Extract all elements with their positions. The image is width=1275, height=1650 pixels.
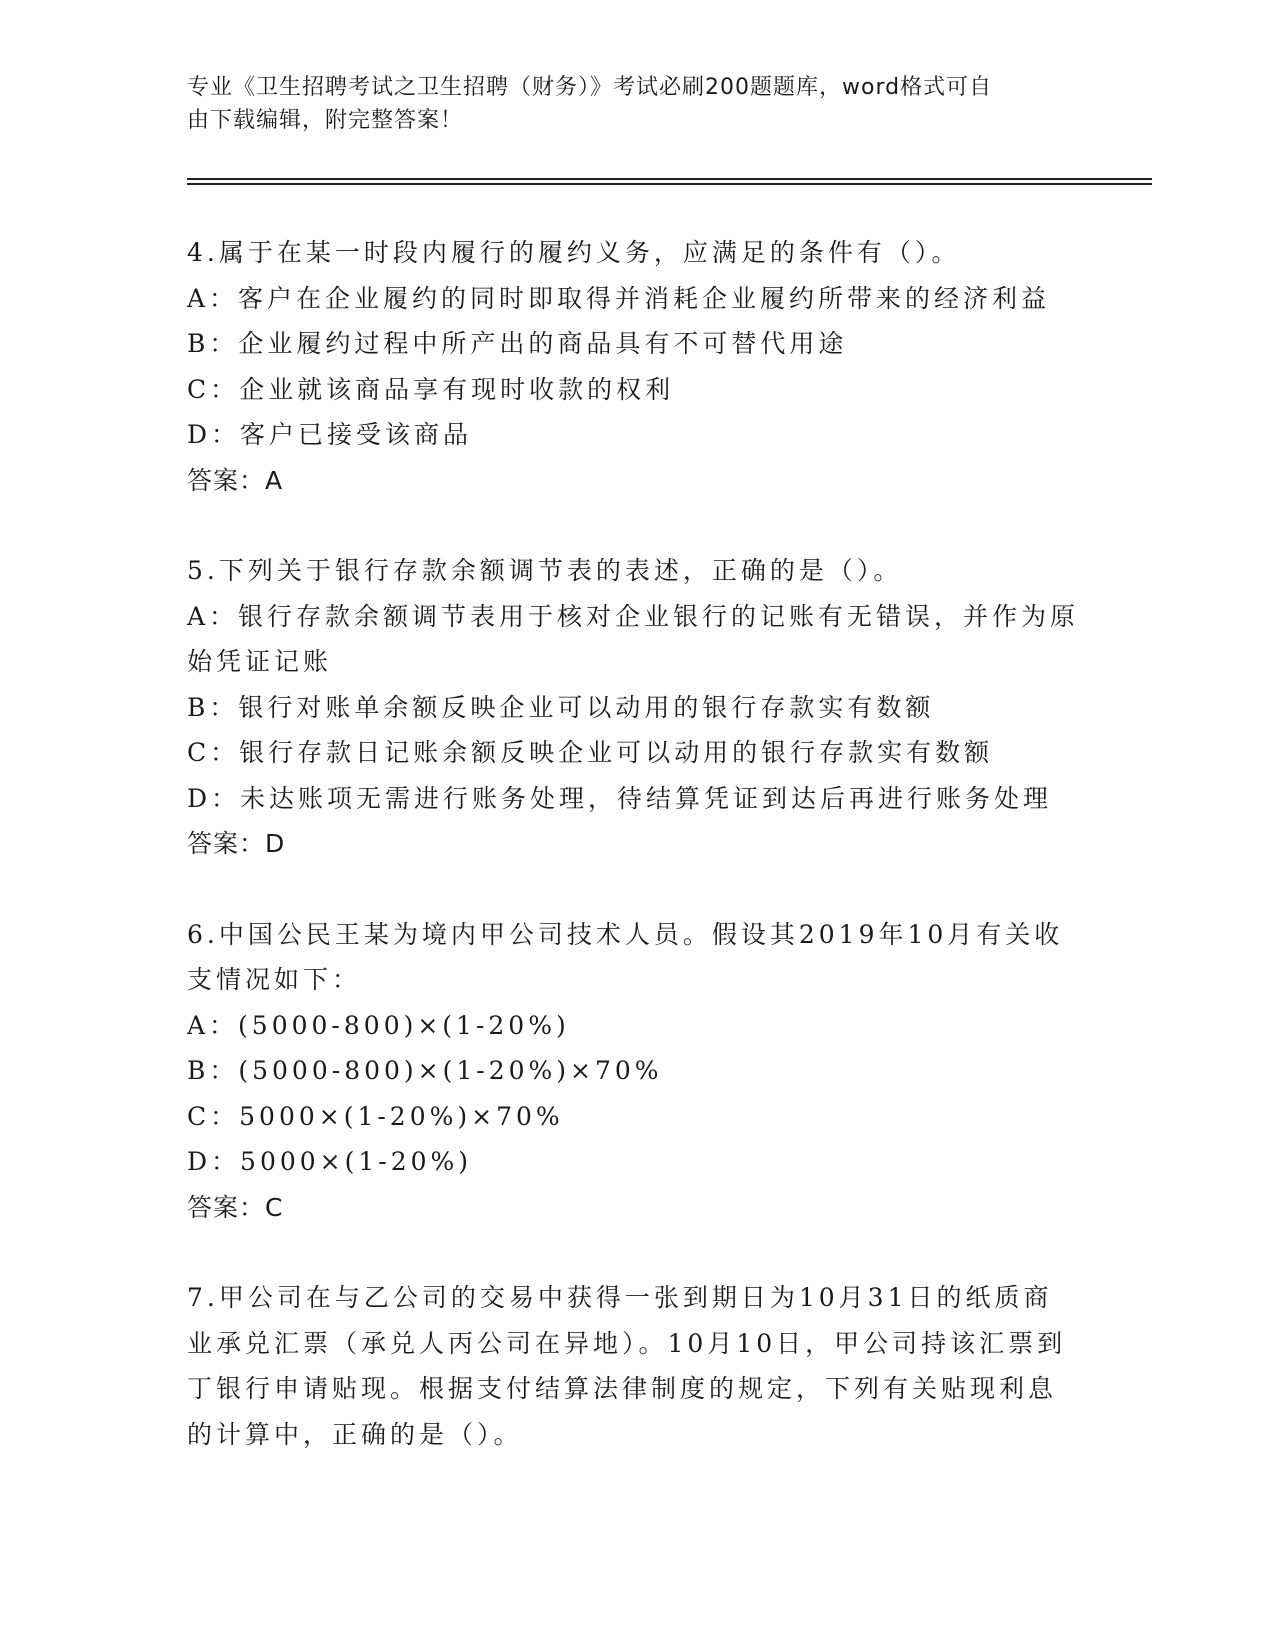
question-stem-line: 5.下列关于银行存款余额调节表的表述，正确的是（）。	[187, 556, 903, 585]
question-stem-line: 丁银行申请贴现。根据支付结算法律制度的规定，下列有关贴现利息	[187, 1374, 1058, 1403]
answer-option-line: D：未达账项无需进行账务处理，待结算凭证到达后再进行账务处理	[187, 783, 1053, 813]
answer-option-line: B：企业履约过程中所产出的商品具有不可替代用途	[187, 329, 848, 358]
answer-option-line: A：银行存款余额调节表用于核对企业银行的记账有无错误，并作为原	[187, 601, 1080, 631]
answer-key: 答案：D	[187, 829, 286, 858]
answer-option-line: A：客户在企业履约的同时即取得并消耗企业履约所带来的经济利益	[187, 283, 1051, 313]
answer-option-line: D：客户已接受该商品	[187, 420, 473, 449]
answer-option-line: C：5000×(1-20%)×70%	[187, 1101, 564, 1131]
question-stem-line: 7.甲公司在与乙公司的交易中获得一张到期日为10月31日的纸质商	[187, 1283, 1053, 1312]
header-line-2: 由下载编辑，附完整答案！	[187, 108, 464, 133]
question-block	[187, 548, 1087, 867]
question-block	[187, 1275, 1087, 1457]
answer-option-line: B：银行对账单余额反映企业可以动用的银行存款实有数额	[187, 692, 935, 722]
question-list	[187, 230, 1087, 1502]
question-stem-line: 支情况如下：	[187, 965, 362, 994]
answer-option-line: B：(5000-800)×(1-20%)×70%	[187, 1056, 663, 1085]
header-rule-top	[187, 178, 1152, 180]
header-rule-bottom	[187, 183, 1152, 185]
answer-option-line: A：(5000-800)×(1-20%)	[187, 1010, 570, 1040]
answer-option-line: 始凭证记账	[187, 647, 333, 676]
question-block	[187, 912, 1087, 1231]
answer-option-line: C：企业就该商品享有现时收款的权利	[187, 374, 675, 404]
answer-key: 答案：C	[187, 1192, 284, 1222]
answer-key: 答案：A	[187, 465, 284, 495]
question-block	[187, 230, 1087, 503]
question-stem-line: 4.属于在某一时段内履行的履约义务，应满足的条件有（）。	[187, 238, 961, 267]
document-header	[187, 71, 1087, 137]
answer-option-line: C：银行存款日记账余额反映企业可以动用的银行存款实有数额	[187, 738, 994, 767]
question-stem-line: 6.中国公民王某为境内甲公司技术人员。假设其2019年10月有关收	[187, 919, 1064, 949]
question-stem-line: 的计算中，正确的是（）。	[187, 1419, 523, 1449]
question-stem-line: 业承兑汇票（承兑人丙公司在异地）。10月10日，甲公司持该汇票到	[187, 1328, 1067, 1358]
header-line-1: 专业《卫生招聘考试之卫生招聘（财务）》考试必刷200题题库，word格式可自	[187, 75, 993, 100]
answer-option-line: D：5000×(1-20%)	[187, 1147, 473, 1176]
